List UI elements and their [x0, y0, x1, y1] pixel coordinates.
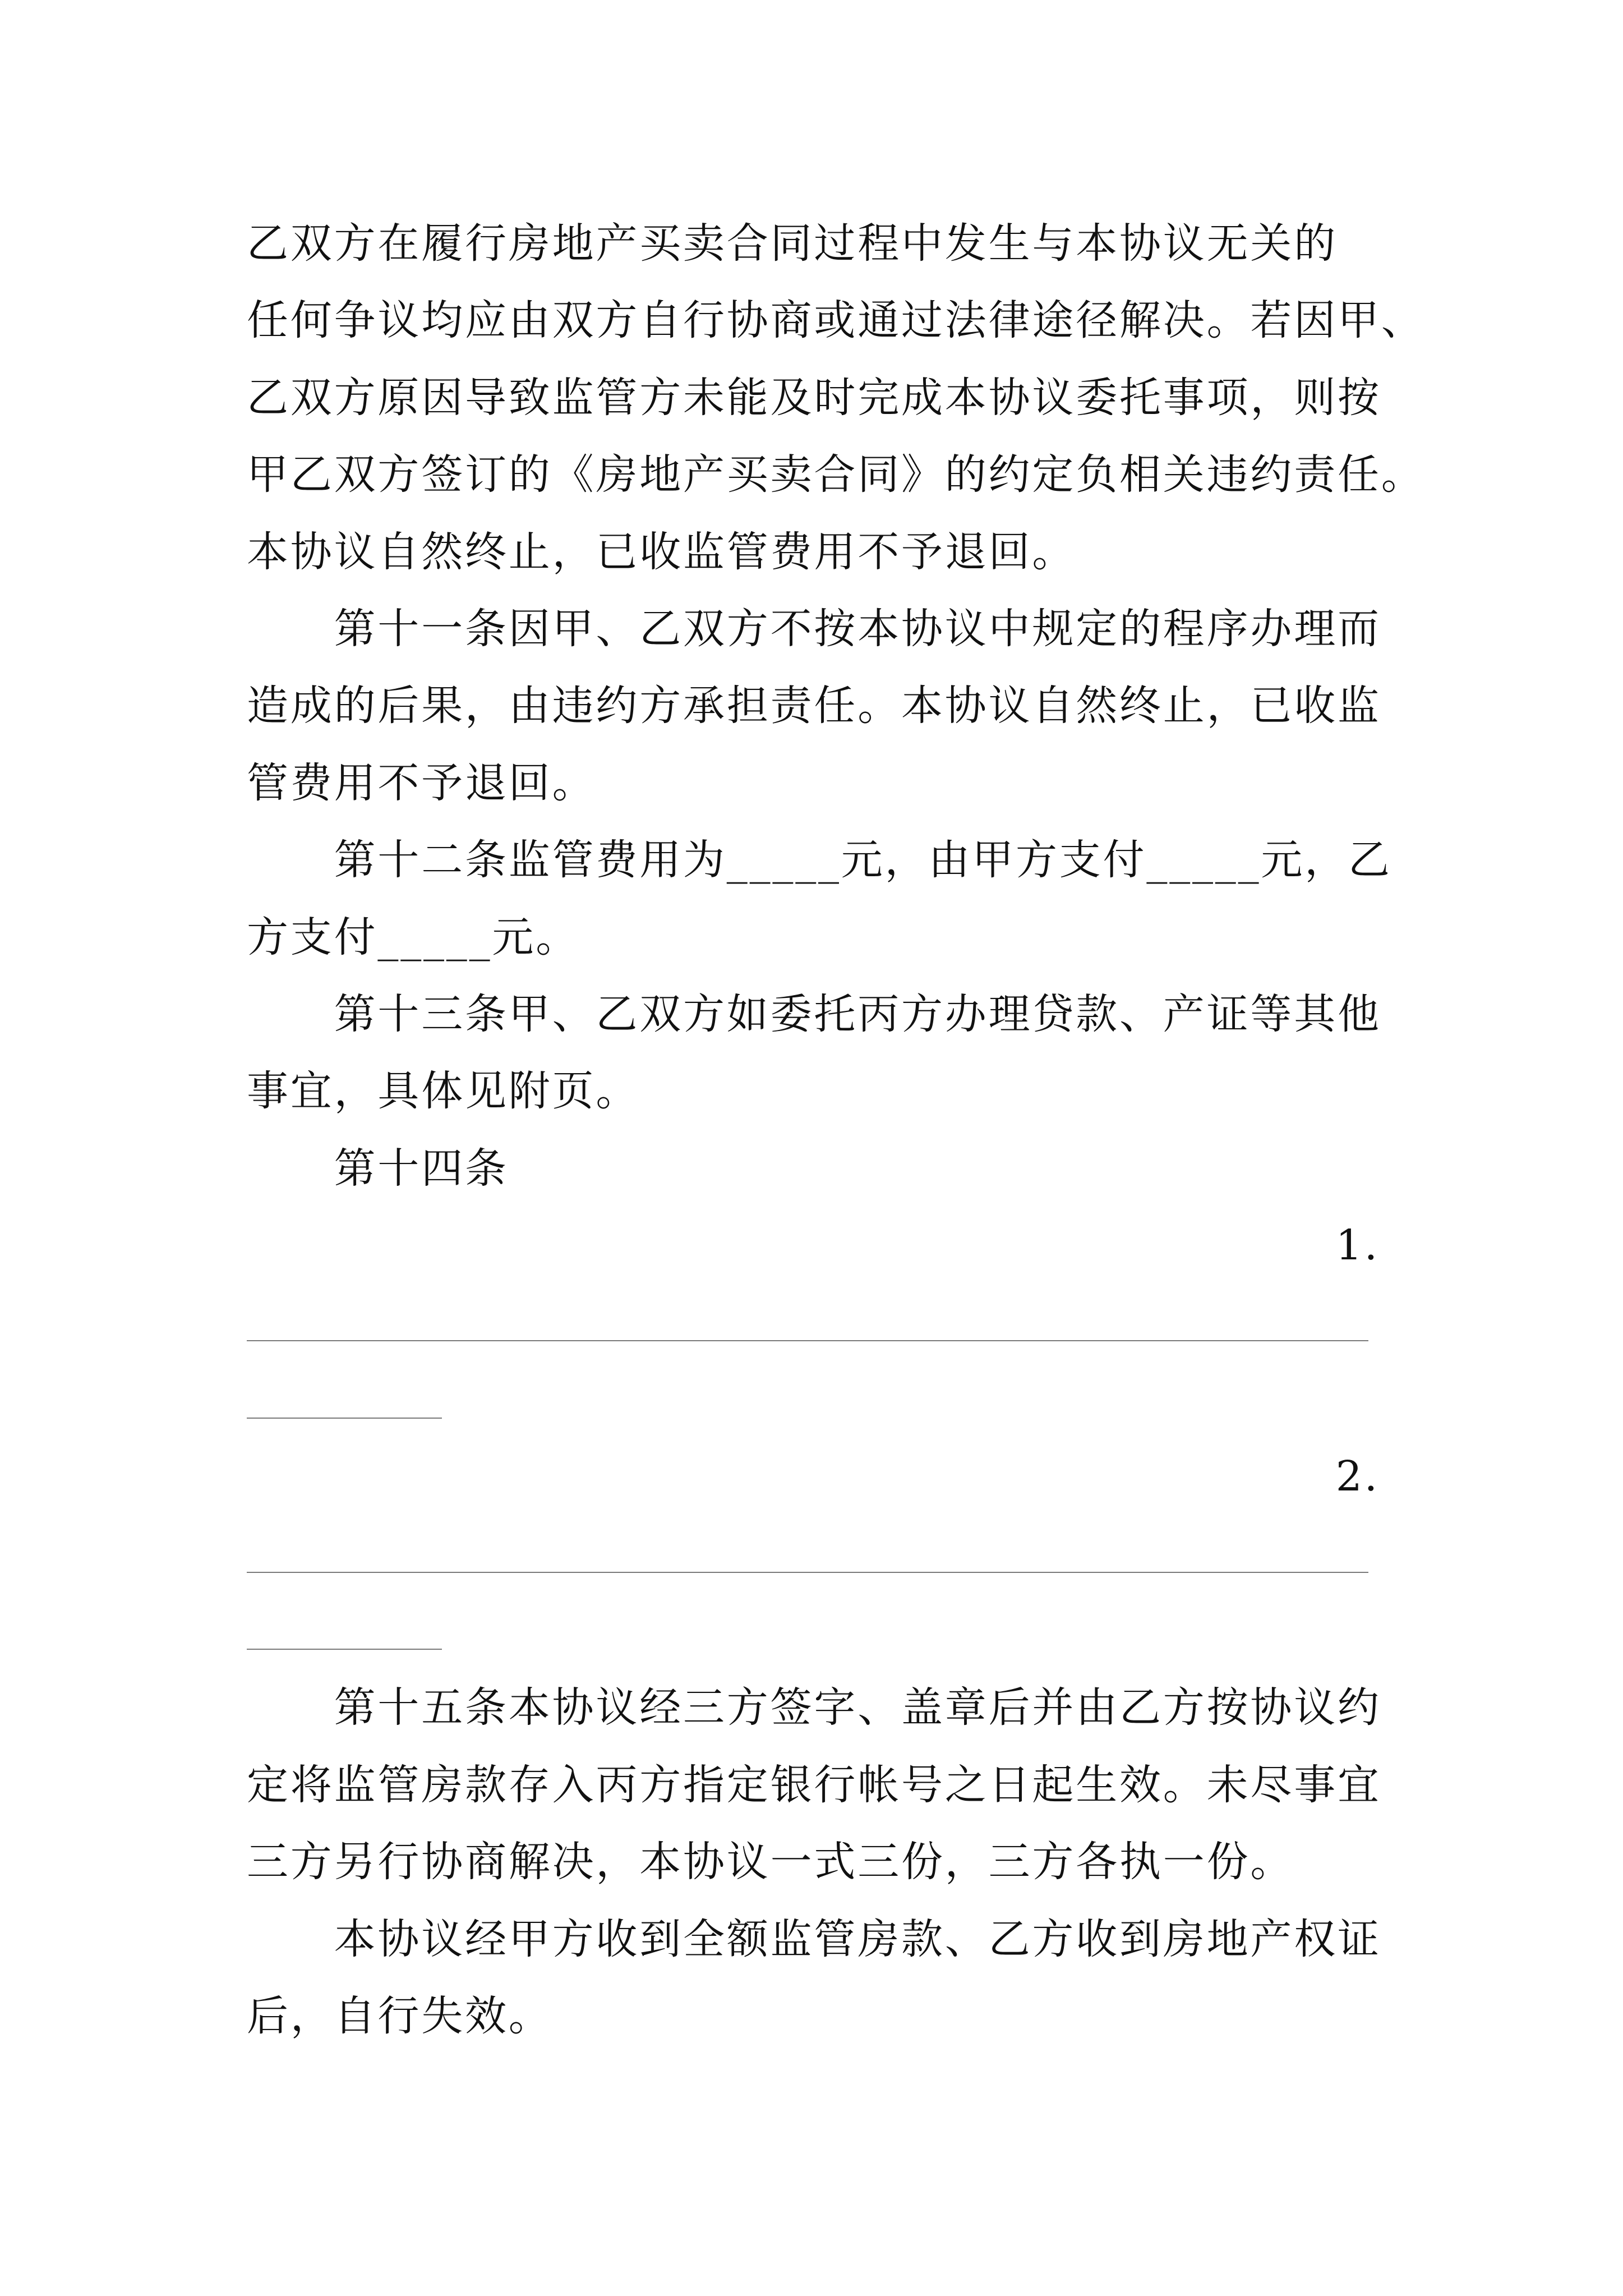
paragraph-line: 乙双方在履行房地产买卖合同过程中发生与本协议无关的 [247, 219, 1338, 268]
article-11 [247, 591, 1380, 822]
item-number: 2. [1335, 1452, 1380, 1501]
blank-line-row [247, 1593, 1380, 1669]
article-13 [247, 976, 1380, 1130]
blank-line-row [247, 1361, 1380, 1438]
paragraph-line: 定将监管房款存入丙方指定银行帐号之日起生效。未尽事宜 [247, 1760, 1381, 1809]
blank-underline [247, 1649, 442, 1650]
paragraph-line: 后，自行失效。 [247, 1991, 552, 2040]
blank-underline [247, 1340, 1368, 1341]
blank-underline [247, 1418, 442, 1419]
paragraph-line: 第十五条本协议经三方签字、盖章后并由乙方按协议约 [334, 1683, 1381, 1732]
document-body [247, 205, 1425, 2055]
paragraph-line: 造成的后果，由违约方承担责任。本协议自然终止，已收监 [247, 682, 1381, 730]
blank-underline [247, 1572, 1368, 1573]
blank-line-row [247, 1284, 1380, 1361]
paragraph-line: 本协议自然终止，已收监管费用不予退回。 [247, 527, 1076, 576]
paragraph-line: 第十三条甲、乙双方如委托丙方办理贷款、产证等其他 [334, 990, 1381, 1038]
item-number: 1. [1335, 1221, 1380, 1270]
article-15 [247, 1669, 1380, 1901]
paragraph-line: 事宜，具体见附页。 [247, 1067, 640, 1116]
paragraph-line: 任何争议均应由双方自行协商或通过法律途径解决。若因甲、 [247, 296, 1425, 345]
article-14 [247, 1130, 1380, 1670]
paragraph-line: 甲乙双方签订的《房地产买卖合同》的约定负相关违约责任。 [247, 450, 1425, 499]
paragraph-line: 三方另行协商解决，本协议一式三份，三方各执一份。 [247, 1838, 1294, 1887]
article-12 [247, 822, 1392, 976]
paragraph-line: 方支付_____元。 [247, 913, 579, 961]
closing-paragraph [247, 1901, 1380, 2055]
paragraph-line: 本协议经甲方收到全额监管房款、乙方收到房地产权证 [334, 1915, 1381, 1963]
paragraph-line: 第十一条因甲、乙双方不按本协议中规定的程序办理而 [334, 604, 1381, 653]
paragraph-continuation [247, 205, 1425, 591]
article-heading: 第十四条 [334, 1144, 509, 1193]
blank-line-row [247, 1516, 1380, 1593]
paragraph-line: 乙双方原因导致监管方未能及时完成本协议委托事项，则按 [247, 373, 1381, 422]
paragraph-line: 管费用不予退回。 [247, 758, 596, 807]
paragraph-line: 第十二条监管费用为_____元，由甲方支付_____元，乙 [334, 836, 1392, 885]
